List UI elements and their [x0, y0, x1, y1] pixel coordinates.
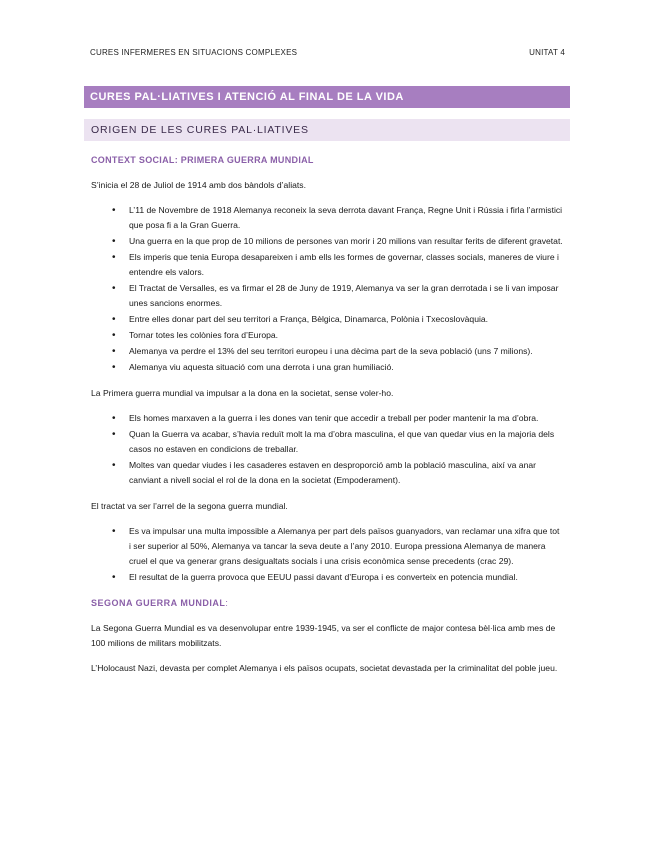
chapter-title-banner: CURES PAL·LIATIVES I ATENCIÓ AL FINAL DE LA VIDA	[84, 86, 570, 108]
section-title-banner: ORIGEN DE LES CURES PAL·LIATIVES	[84, 119, 570, 141]
bullet-list-treaty	[91, 524, 563, 585]
bullet-list-war-facts	[91, 203, 563, 375]
section-heading-first-world-war: CONTEXT SOCIAL: PRIMERA GUERRA MUNDIAL	[91, 155, 314, 165]
list-item: • Moltes van quedar viudes i les casaderes estaven en desproporció amb la població masculina, així va anar canviant a nivell social el rol de la dona en la societat (Empoderament).	[129, 458, 563, 488]
paragraph-women-role: La Primera guerra mundial va impulsar a la dona en la societat, sense voler-ho.	[91, 388, 394, 398]
section-heading-second-world-war	[91, 596, 563, 611]
paragraph-treaty: El tractat va ser l’arrel de la segona guerra mundial.	[91, 501, 288, 511]
list-item: • El resultat de la guerra provoca que EEUU passi davant d’Europa i es converteix en potencia mundial.	[129, 570, 563, 585]
list-item: • Els imperis que tenia Europa desapareixen i amb ells les formes de governar, classes socials, maneres de viure i entendre els valors.	[129, 250, 563, 280]
list-item: • Quan la Guerra va acabar, s’havia reduït molt la ma d’obra masculina, el que van quedar vius en la majoria dels casos no estaven en condicions de treballar.	[129, 427, 563, 457]
list-item: • Alemanya viu aquesta situació com una derrota i una gran humiliació.	[129, 360, 563, 375]
paragraph-ww2-overview: La Segona Guerra Mundial es va desenvolupar entre 1939-1945, va ser el conflicte de major contesa bèl·lica amb mes de 100 milions de militars mobilitzats.	[91, 623, 556, 648]
list-item: • Es va impulsar una multa impossible a Alemanya per part dels països guanyadors, van reclamar una xifra que tot i ser superior al 50%, Alemanya va tancar la seva deute a l’any 2010. Europa pressiona Alemanya de manera cruel el que va generar grans desigualtats socials i una crisis econòmica sense precedents (crac 29).	[129, 524, 563, 569]
list-item: • L’11 de Novembre de 1918 Alemanya reconeix la seva derrota davant França, Regne Unit i Rússia i firla l’armistici que posa fi a la Gran Guerra.	[129, 203, 563, 233]
paragraph-intro: S’inicia el 28 de Juliol de 1914 amb dos bàndols d’aliats.	[91, 180, 306, 190]
document-body	[91, 153, 563, 686]
section-heading-colon: :	[225, 598, 229, 608]
list-item: • El Tractat de Versalles, es va firmar el 28 de Juny de 1919, Alemanya va ser la gran derrotada i se li van imposar unes sancions enormes.	[129, 281, 563, 311]
list-item: • Els homes marxaven a la guerra i les dones van tenir que accedir a treball per poder mantenir la ma d’obra.	[129, 411, 563, 426]
page-header	[90, 48, 565, 57]
header-course-title: CURES INFERMERES EN SITUACIONS COMPLEXES	[90, 48, 298, 57]
list-item: • Tornar totes les colònies fora d’Europa.	[129, 328, 563, 343]
bullet-list-women	[91, 411, 563, 488]
section-heading-text: SEGONA GUERRA MUNDIAL	[91, 598, 226, 608]
paragraph-holocaust: L’Holocaust Nazi, devasta per complet Alemanya i els països ocupats, societat devastada per la criminalitat del poble jueu.	[91, 663, 558, 673]
header-unit: UNITAT 4	[529, 48, 565, 57]
list-item: • Alemanya va perdre el 13% del seu territori europeu i una dècima part de la seva població (uns 7 milions).	[129, 344, 563, 359]
list-item: • Una guerra en la que prop de 10 milions de persones van morir i 20 milions van resultar ferits de diferent gravetat.	[129, 234, 563, 249]
list-item: • Entre elles donar part del seu territori a França, Bèlgica, Dinamarca, Polònia i Txecoslovàquia.	[129, 312, 563, 327]
